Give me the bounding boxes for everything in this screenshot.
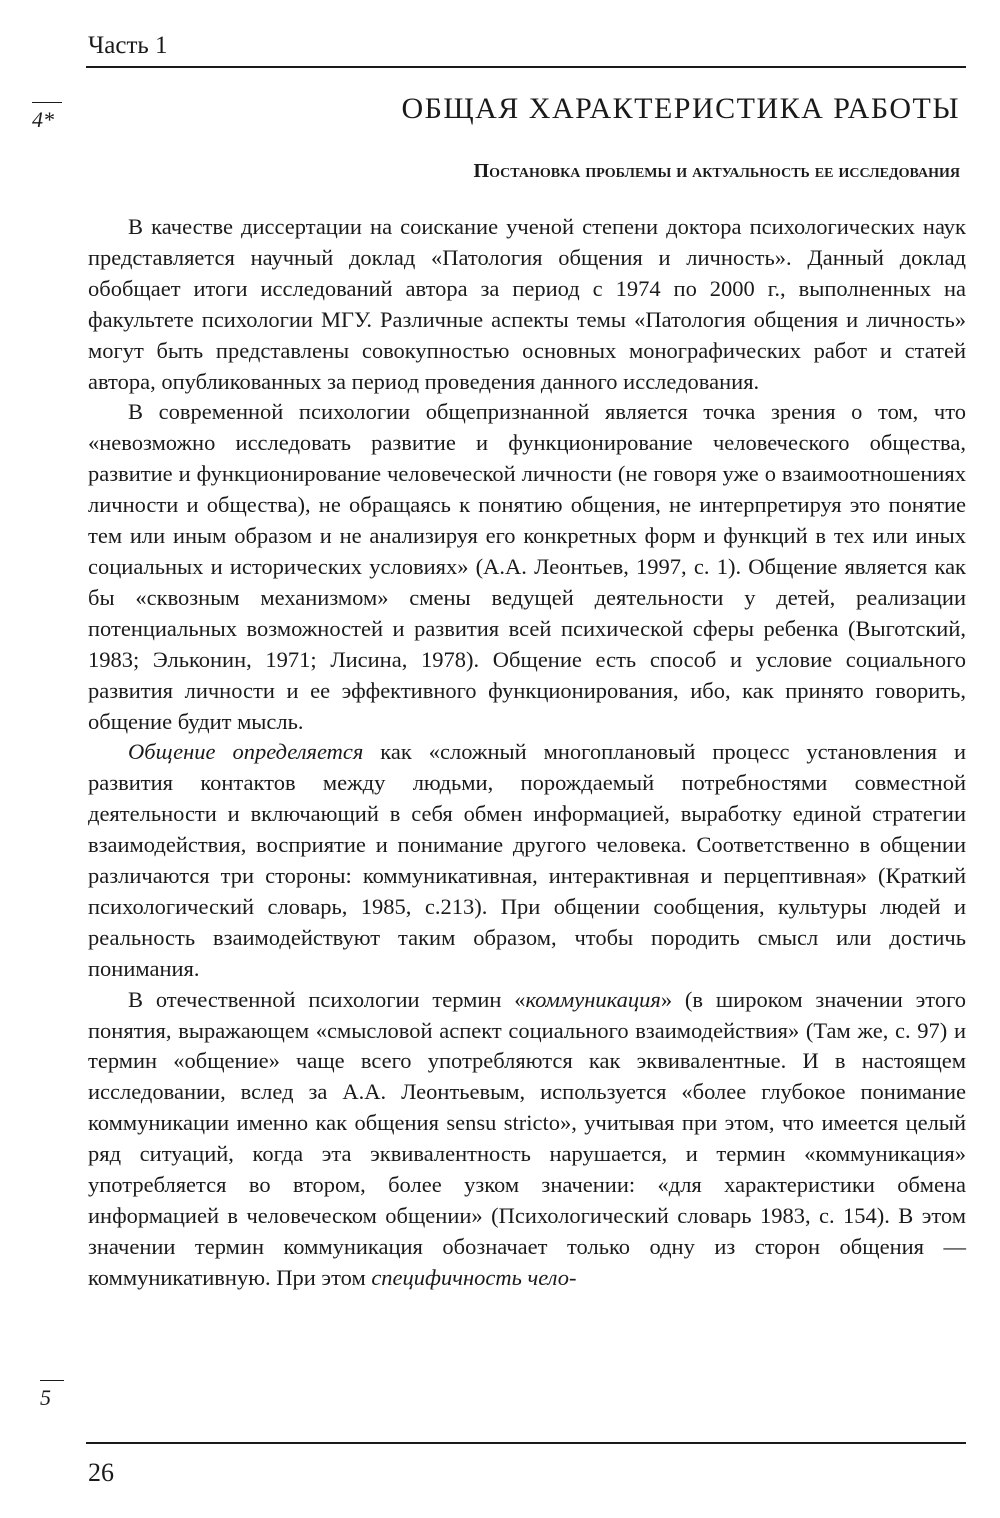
running-head: Часть 1 [88,32,168,59]
page-number: 26 [88,1458,114,1487]
header-divider [86,66,966,68]
paragraph-3 [88,737,966,984]
paragraph-1: В качестве диссертации на соискание ученой степени доктора психологических наук представляется научный доклад «Патология общения и личность». Данный доклад обобщает итоги исследований автора за период с 1974 по 2000 г., выполненных на факультете психологии МГУ. Различные аспекты темы «Патология общения и личность» могут быть представлены совокупностью основных монографических работ и статей автора, опубликованных за период проведения данного исследования. [88,214,966,394]
paragraph-2: В современной психологии общепризнанной является точка зрения о том, что «невозможно исследовать развитие и функционирование человеческого общества, развитие и функционирование человеческой личности (не говоря уже о взаимоотношениях личности и общества), не обращаясь к понятию общения, не интерпретируя это понятие тем или иным образом и не анализируя его конкретных форм и функций в тех или иных социальных и исторических условиях» (А.А. Леонтьев, 1997, с. 1). Общение является как бы «сквозным механизмом» смены ведущей деятельности у детей, реализации потенциальных возможностей и развития всей психической сферы ребенка (Выготский, 1983; Эльконин, 1971; Лисина, 1978). Общение есть способ и условие социального развития личности и ее эффективного функционирования, ибо, как принято говорить, общение будит мысль. [88,399,966,734]
paragraph-3-text: как «сложный многоплановый процесс установления и развития контактов между людьми, порождаемый потребностями совместной деятельности и включающий в себя обмен информацией, выработку единой стратегии взаимодействия, восприятие и понимание другого человека. Соответственно в общении различаются три стороны: коммуникативная, интерактивная и перцептивная» (Краткий психологический словарь, 1985, с.213). При общении сообщения, культуры людей и реальность взаимодействуют таким образом, чтобы породить смысл или достичь понимания. [88,739,966,981]
body-text [88,212,966,1294]
paragraph-4-part-2: » (в широком значении этого понятия, выражающем «смысловой аспект социального взаимодействия» (Там же, с. 97) и термин «общение» чаще всего употребляются как эквивалентные. И в настоящем исследовании, вслед за А.А. Леонтьевым, используется «более глубокое понимание коммуникации именно как общения sensu stricto», учитывая при этом, что имеется целый ряд ситуаций, когда эта эквивалентность нарушается, и термин «коммуникация» употребляется во втором, более узком значении: «для характеристики обмена информацией в человеческом общении» (Психологический словарь 1983, с. 154). В этом значении термин коммуникация обозначает только одну из сторон общения — коммуникативную. При этом [88,986,966,1290]
emphasis-term: Общение определяется [128,739,364,765]
emphasis-term: коммуникация [525,986,661,1012]
section-title: ОБЩАЯ ХАРАКТЕРИСТИКА РАБОТЫ [401,92,960,125]
emphasis-term: специфичность чело- [371,1264,577,1290]
footer-divider [86,1442,966,1444]
margin-marker-bottom: 5 [40,1380,64,1411]
section-subtitle: Постановка проблемы и актуальность ее исследования [473,160,960,182]
margin-marker-top: 4* [32,102,62,133]
paragraph-4-part-1: В отечественной психологии термин « [128,986,526,1012]
paragraph-4 [88,985,966,1294]
